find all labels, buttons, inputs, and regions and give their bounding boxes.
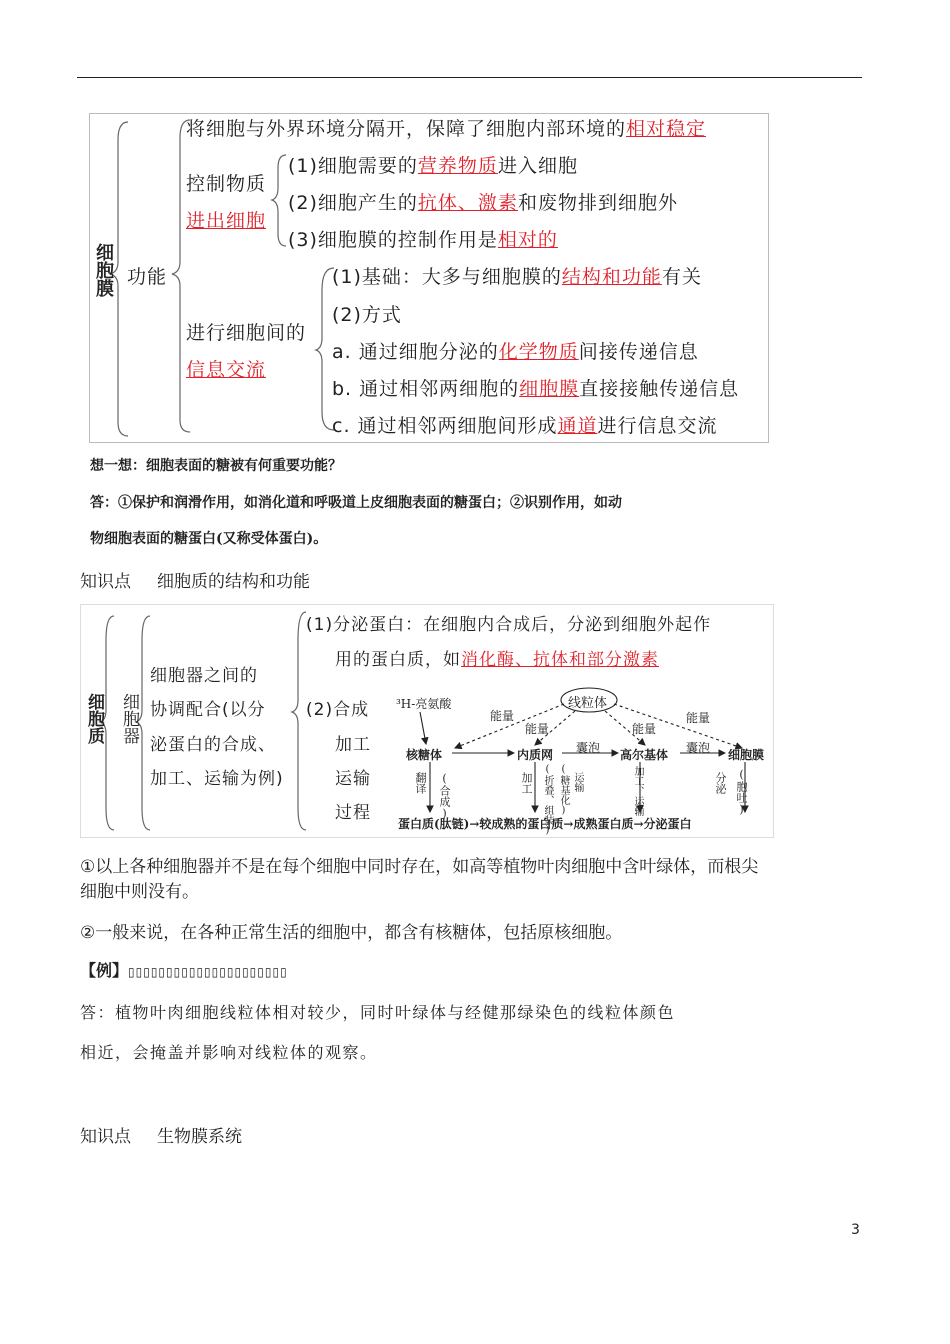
golgi-label: 高尔基体 [620,748,669,762]
note-2: ②一般来说，在各种正常生活的细胞中，都含有核糖体，包括原核细胞。 [80,923,623,943]
kp1-label: 知识点 [80,572,131,592]
organelle-label: 细胞器 [119,693,139,744]
fold-label: (折叠、组装) [542,764,553,836]
secrete-label: 分泌 [714,772,727,794]
k1-pre: (1)基础：大多与细胞膜的 [332,266,562,288]
energy-label-4: 能量 [686,711,711,725]
c1-post: 进入细胞 [497,155,578,177]
energy-label-2: 能量 [525,722,550,736]
vesicle-label-2: 囊泡 [686,741,711,755]
s1b-pre: 用的蛋白质，如 [335,650,461,670]
a-red: 化学物质 [498,341,579,363]
note-1-line-2: 细胞中则没有。 [80,882,199,902]
think-answer-2: 物细胞表面的糖蛋白(又称受体蛋白)。 [90,531,328,547]
control-label-1: 控制物质 [186,173,267,195]
membrane-label: 细胞膜 [728,748,765,762]
er-label: 内质网 [517,748,554,762]
c2-pre: (2)细胞产生的 [288,192,418,214]
comm-method: (2)方式 [332,304,402,326]
c2-post: 和废物排到细胞外 [517,192,678,214]
think-answer-1: 答：①保护和润滑作用，如消化道和呼吸道上皮细胞表面的糖蛋白；②识别作用，如动 [90,495,622,511]
c3-pre: (3)细胞膜的控制作用是 [288,229,498,251]
page-number: 3 [851,1222,860,1238]
cc-red: 通道 [557,415,598,437]
note-1-line-1: ①以上各种细胞器并不是在每个细胞中同时存在，如高等植物叶肉细胞中含叶绿体，而根尖 [80,857,759,877]
separate-red: 相对稳定 [626,118,707,140]
kp2-title: 生物膜系统 [157,1127,242,1147]
k1-post: 有关 [661,266,702,288]
kp1-title: 细胞质的结构和功能 [157,572,310,592]
energy-label-3: 能量 [632,722,657,736]
a-pre: a. 通过细胞分泌的 [332,341,499,363]
c3-red: 相对的 [497,229,558,251]
cc-pre: c. 通过相邻两细胞间形成 [332,415,558,437]
example-tag: 【例】 [80,961,129,980]
k1-red: 结构和功能 [561,266,662,288]
sugar-label: (糖基化) [558,764,569,816]
coop-line-4: 加工、运输为例) [150,769,284,789]
example-answer-2: 相近，会掩盖并影响对线粒体的观察。 [80,1043,378,1062]
coop-line-2: 协调配合(以分 [150,700,266,720]
translate-label: 翻译 [414,772,427,794]
cc-post: 进行信息交流 [597,415,718,437]
membrane-root: 细胞膜 [93,243,114,297]
protein-chain-label: 蛋白质(肽链)→较成熟的蛋白质→成熟蛋白质→分泌蛋白 [398,817,692,831]
comm-label-1: 进行细胞间的 [186,322,307,344]
kp2-label: 知识点 [80,1127,131,1147]
golgi-action-label: 加工、运输 [632,766,643,816]
example-hidden-text: ▯▯▯▯▯▯▯▯▯▯▯▯▯▯▯▯▯▯▯▯▯ [128,965,288,979]
c1-pre: (1)细胞需要的 [288,155,418,177]
mitochondria-label: 线粒体 [568,696,608,711]
control-label-2: 进出细胞 [186,210,267,232]
s1b-red: 消化酶、抗体和部分激素 [461,650,659,670]
amino-acid-label: ³H-亮氨酸 [396,697,452,711]
example-answer-1: 答：植物叶肉细胞线粒体相对较少，同时叶绿体与经健那绿染色的线粒体颜色 [80,1003,676,1022]
b-red: 细胞膜 [519,378,580,400]
er-process-label: 加工 [520,772,533,794]
function-label: 功能 [127,266,168,288]
example-line [80,958,288,981]
c2-red: 抗体、激素 [417,192,518,214]
exocytosis-label: (胞吐) [735,768,748,816]
separate-text: 将细胞与外界环境分隔开，保障了细胞内部环境的 [186,118,627,140]
process-label-3: 运输 [335,769,371,789]
secretory-def-1: (1)分泌蛋白：在细胞内合成后，分泌到细胞外起作 [306,615,712,635]
ribosome-label: 核糖体 [406,748,443,762]
process-label-2: 加工 [335,735,371,755]
comm-label-2: 信息交流 [186,359,267,381]
b-pre: b. 通过相邻两细胞的 [332,378,520,400]
cytoplasm-root: 细胞质 [84,693,104,744]
knowledge-point-2 [80,1122,242,1147]
vesicle-label-1: 囊泡 [576,741,601,755]
coop-line-1: 细胞器之间的 [150,666,258,686]
synth-label: (合成) [438,772,451,820]
energy-label-1: 能量 [490,709,515,723]
er-transport-label: 运输 [572,772,583,792]
coop-line-3: 泌蛋白的合成、 [150,735,276,755]
c1-red: 营养物质 [417,155,498,177]
process-label-1: (2)合成 [306,700,370,720]
secretory-def-2 [335,645,659,670]
think-question: 想一想：细胞表面的糖被有何重要功能？ [90,458,342,474]
a-post: 间接传递信息 [578,341,699,363]
b-post: 直接接触传递信息 [579,378,740,400]
process-label-4: 过程 [335,803,371,823]
